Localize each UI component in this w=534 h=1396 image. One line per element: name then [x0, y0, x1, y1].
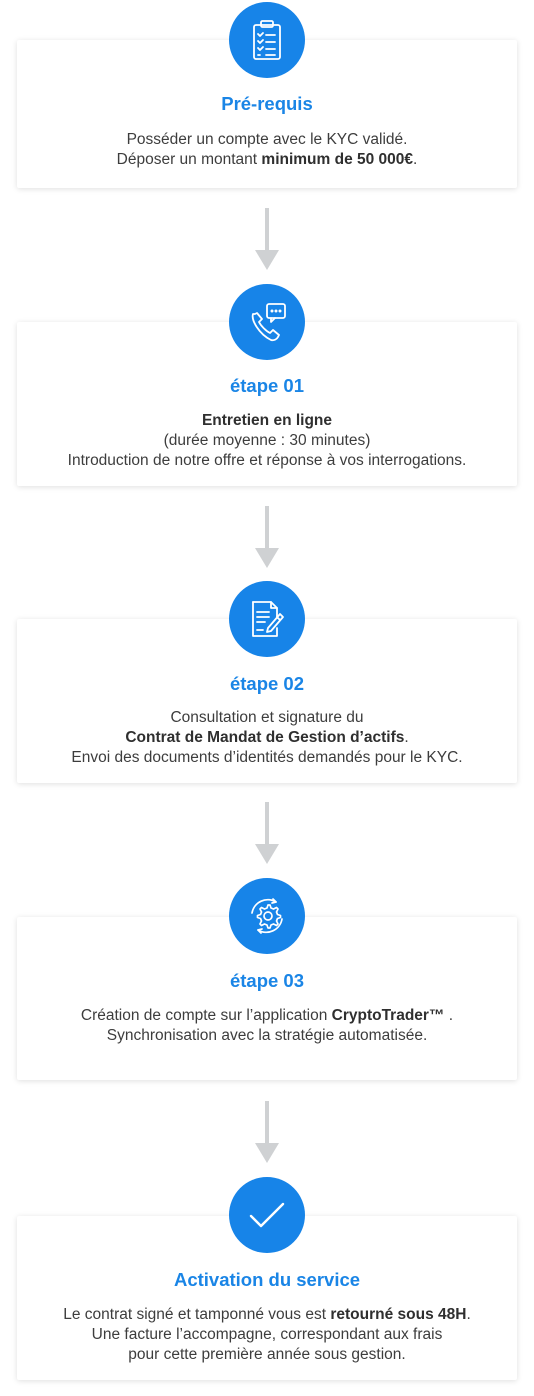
prerequisites-line-2-end: .	[413, 151, 418, 168]
activation-line-1-end: .	[466, 1306, 471, 1323]
step-01-interview-label: Entretien en ligne	[201, 412, 333, 429]
prerequisites-line-2-text: Déposer un montant	[116, 151, 262, 168]
step-01-title: étape 01	[229, 375, 305, 396]
checkmark-icon	[245, 1193, 289, 1237]
prerequisites-minimum-amount: minimum de 50 000€	[261, 151, 414, 168]
activation-line-3: pour cette première année sous gestion.	[128, 1346, 406, 1363]
step-03-line-1-text: Création de compte sur l’application	[80, 1007, 332, 1024]
step-01-line-2: (durée moyenne : 30 minutes)	[163, 432, 371, 449]
activation-badge	[229, 1177, 305, 1253]
activation-title: Activation du service	[173, 1269, 361, 1290]
step-02-contract-name: Contrat de Mandat de Gestion d’actifs	[125, 729, 405, 746]
activation-return-delay: retourné sous 48H	[330, 1306, 467, 1323]
activation-line-1	[17, 1305, 517, 1325]
step-03-title: étape 03	[229, 970, 305, 991]
prerequisites-line-1: Posséder un compte avec le KYC validé.	[126, 131, 408, 148]
step-02-line-2-end: .	[404, 729, 409, 746]
step-03-app-name: CryptoTrader™	[331, 1007, 445, 1024]
step-02-title: étape 02	[229, 673, 305, 694]
prerequisites-title: Pré-requis	[221, 93, 313, 114]
step-02-line-1: Consultation et signature du	[170, 709, 364, 726]
step-03-line-1-end: .	[444, 1007, 454, 1024]
activation-text	[17, 1305, 517, 1365]
step-03-line-2: Synchronisation avec la stratégie automatisée.	[106, 1027, 428, 1044]
activation-line-2: Une facture l’accompagne, correspondant aux frais	[91, 1326, 443, 1343]
activation-line-1-text: Le contrat signé et tamponné vous est	[63, 1306, 331, 1323]
step-01-line-3: Introduction de notre offre et réponse à vos interrogations.	[67, 452, 467, 469]
step-02-line-3: Envoi des documents d’identités demandés pour le KYC.	[71, 749, 463, 766]
